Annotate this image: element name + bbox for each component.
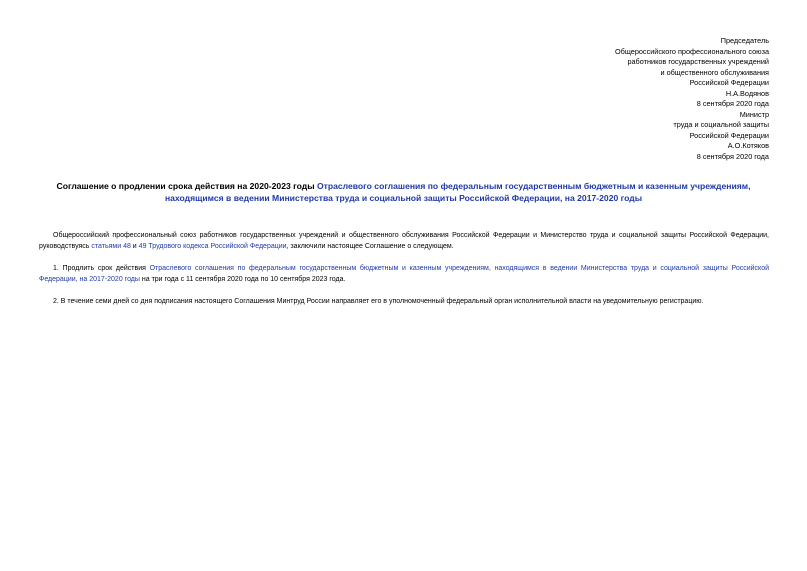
minister-name: А.О.Котяков <box>727 141 769 150</box>
agreement-link[interactable]: Отраслевого соглашения по федеральным государственным бюджетным и казенным учреждениям, находящимся в ведении Министерства труда и социальной защиты Российской Федерации, на 2017-2020 годы <box>39 265 769 283</box>
intro-paragraph <box>39 230 769 252</box>
minister-line: труда и социальной защиты <box>673 120 769 129</box>
union-chair-name: Н.А.Водянов <box>725 88 769 98</box>
union-chair-line: Председатель <box>720 36 769 45</box>
title-text: Соглашение о продлении срока действия на 2020-2023 годы <box>56 181 317 191</box>
item-1-text-end: на три года с 11 сентября 2020 года по 10 сентября 2023 года. <box>139 276 346 283</box>
item-2-paragraph: 2. В течение семи дней со дня подписания настоящего Соглашения Минтруд России направляет его в уполномоченный федеральный орган исполнительной власти на уведомительную регистрацию. <box>53 298 704 305</box>
intro-text-end: , заключили настоящее Соглашение о следующем. <box>286 243 454 250</box>
intro-text-and: и <box>130 243 139 250</box>
article-48-link[interactable]: статьями 48 <box>91 243 131 250</box>
labor-code-article-49-link[interactable]: 49 Трудового кодекса Российской Федерации <box>138 243 287 250</box>
union-chair-line: и общественного обслуживания <box>660 67 769 77</box>
union-chair-line: Российской Федерации <box>689 78 769 87</box>
item-1-paragraph <box>39 263 769 285</box>
minister-date: 8 сентября 2020 года <box>696 151 769 161</box>
intro-text: Общероссийский профессиональный союз работников государственных учреждений и общественного обслуживания Российской Федерации и Министерство труда и социальной защиты Российской Федерации, руководствуясь <box>39 232 769 250</box>
union-chair-date: 8 сентября 2020 года <box>696 99 769 108</box>
union-chair-line: работников государственных учреждений <box>627 57 769 66</box>
document-title <box>30 180 777 204</box>
minister-line: Российской Федерации <box>689 130 769 140</box>
document-body <box>39 230 769 318</box>
signature-block <box>615 36 769 162</box>
union-chair-line: Общероссийского профессионального союза <box>614 46 769 56</box>
item-1-text: 1. Продлить срок действия <box>53 265 150 272</box>
minister-line: Министр <box>739 109 769 119</box>
title-agreement-link[interactable]: Отраслевого соглашения по федеральным государственным бюджетным и казенным учреждениям, находящимся в ведении Министерства труда и социальной защиты Российской Федерации, на 2017-2020 годы <box>164 181 751 203</box>
